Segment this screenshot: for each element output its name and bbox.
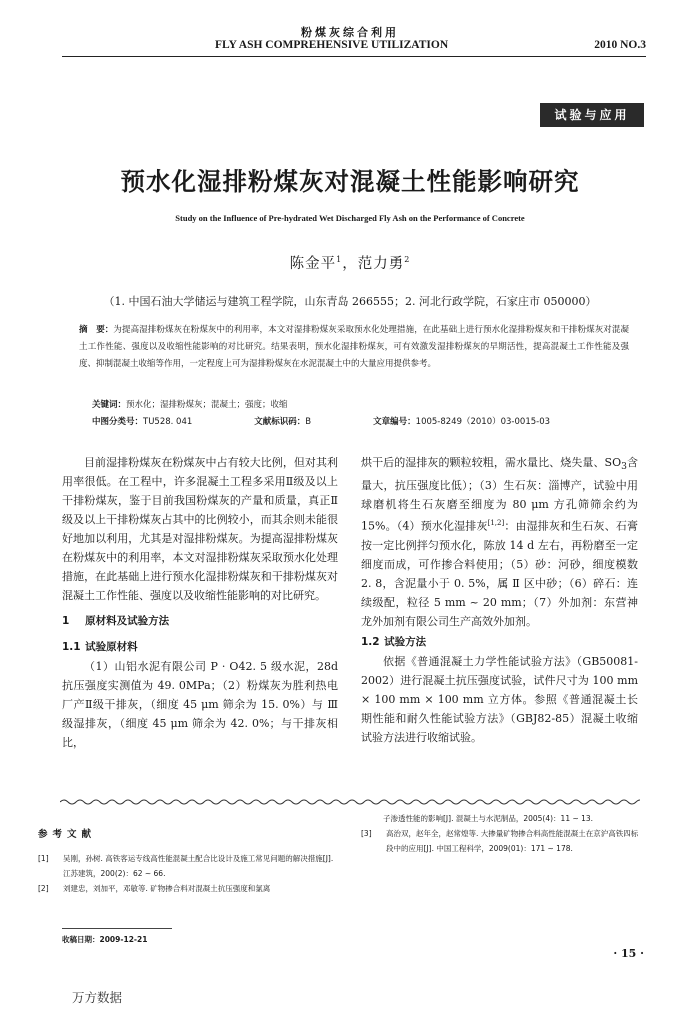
keywords (92, 398, 288, 410)
reference-item (38, 881, 338, 896)
keywords-label: 关键词： (92, 400, 127, 410)
doc-code-label: 文献标识码： (254, 417, 306, 427)
watermark: 万方数据 (72, 990, 123, 1005)
author-1: 陈金平 (289, 256, 337, 272)
classification-line (92, 415, 550, 427)
received-date: 收稿日期：2009-12-21 (62, 935, 148, 944)
author-separator: ， (342, 256, 358, 272)
section-1-number: 1 (62, 615, 70, 627)
clc-label: 中图分类号： (92, 417, 144, 427)
journal-name-cn: 粉煤灰综合利用 (301, 26, 399, 39)
reference-continued: 子渗透性能的影响[J]. 混凝土与水泥制品，2005(4)：11 ~ 13. (383, 814, 594, 823)
reference-key: [1] (38, 854, 49, 863)
citation-mark: [1,2] (487, 519, 505, 528)
body-column-right (361, 453, 638, 747)
reference-text: 吴刚，孙树. 高铁客运专线高性能混凝土配合比设计及施工常见问题的解决措施[J]. 江苏建筑，200(2)：62 ~ 66. (63, 854, 334, 878)
abstract-label: 摘 要： (79, 325, 114, 335)
section-heading-1-1 (62, 638, 338, 657)
materials-text-b: 含量大，抗压强度比低）；（3）生石灰：淄博产，试验中用球磨机将生石灰磨至细度为 80 μm 方孔筛筛余约为 15%。（4）预水化湿排灰 (361, 456, 638, 533)
materials-text-a: 烘干后的湿排灰的颗粒较粗，需水量比、烧失量、SO (361, 456, 622, 469)
abstract (79, 322, 629, 373)
method-paragraph: 依据《普通混凝土力学性能试验方法》（GB50081-2002）进行混凝土抗压强度试验，试件尺寸为 100 mm × 100 mm × 100 mm 立方体。参照《普通混凝土长期性能和耐久性能试验方法》（GBJ82-85）混凝土收缩试验方法进行收缩试验。 (361, 654, 638, 744)
journal-name-en: FLY ASH COMPREHENSIVE UTILIZATION (215, 39, 449, 51)
paper-title-en: Study on the Influence of Pre-hydrated Wet Discharged Fly Ash on the Performance of Concrete (175, 213, 525, 223)
section-1-1-number: 1.1 (62, 641, 81, 653)
author-2: 范力勇 (357, 256, 405, 272)
materials-text-c: ：由湿排灰和生石灰、石膏按一定比例拌匀预水化，陈放 14 d 左右，再粉磨至一定细度而成，可作掺合料使用；（5）砂：河砂，细度模数 2. 8，含泥量小于 0. 5%，属 Ⅱ 区中砂；（6）碎石：连续级配，粒径 5 mm ~ 20 mm；（7）外加剂：东营神龙外加剂有限公司生产高效外加剂。 (361, 519, 638, 628)
clc-value: TU528. 041 (143, 417, 193, 427)
section-badge: 试验与应用 (540, 103, 644, 127)
body-column-left (62, 453, 338, 752)
wavy-divider (60, 797, 640, 807)
reference-key: [2] (38, 884, 49, 893)
doc-code-value: B (305, 417, 312, 427)
page-number: · 15 · (613, 947, 644, 960)
so3-subscript: 3 (621, 461, 627, 473)
keywords-text: 预水化；湿排粉煤灰；混凝土；强度；收缩 (126, 400, 288, 410)
section-1-title: 原材料及试验方法 (85, 615, 170, 627)
materials-continued (361, 453, 638, 631)
section-1-2-title: 试验方法 (384, 635, 427, 648)
reference-key: [3] (361, 829, 372, 838)
references-title: 参考文献 (38, 829, 97, 840)
article-number-label: 文章编号： (373, 417, 416, 427)
section-1-2-number: 1.2 (361, 635, 380, 648)
references-right (361, 811, 641, 856)
intro-paragraph: 目前湿排粉煤灰在粉煤灰中占有较大比例，但对其利用率很低。在工程中，许多混凝土工程多采用Ⅱ级及以上干排粉煤灰，鉴于目前我国粉煤灰的产量和质量，真正Ⅱ级及以上干排粉煤灰占其中的比例较小，而其余则未能很好地加以利用，尤其是对湿排粉煤灰。为提高湿排粉煤灰在粉煤灰中的利用率，本文对湿排粉煤灰采取预水化处理措施，在此基础上进行预水化湿排粉煤灰和干排粉煤灰对混凝土工作性能、强度以及收缩性能影响的对比研究。 (62, 456, 338, 602)
section-heading-1-2 (361, 633, 638, 652)
received-rule (62, 928, 172, 929)
section-1-1-title: 试验原材料 (85, 641, 138, 653)
author-2-mark: 2 (404, 255, 411, 265)
header-rule (62, 56, 646, 57)
reference-text: 高治双，赵年全，赵常煌等. 大掺量矿物掺合料高性能混凝土在京沪高铁四标段中的应用[J]. 中国工程科学，2009(01)：171 ~ 178. (386, 829, 639, 853)
article-number-value: 1005-8249（2010）03-0015-03 (415, 417, 551, 427)
section-heading-1 (62, 612, 338, 631)
reference-text: 刘建忠，刘加平，邓敏等. 矿物掺合料对混凝土抗压强度和氯离 (63, 884, 271, 893)
authors (0, 252, 700, 273)
abstract-text: 为提高湿排粉煤灰在粉煤灰中的利用率，本文对湿排粉煤灰采取预水化处理措施，在此基础上进行预水化湿排粉煤灰和干排粉煤灰对混凝土工作性能、强度以及收缩性能影响的对比研究。结果表明，预水化湿排粉煤灰，可有效激发湿排粉煤灰的早期活性，提高混凝土工作性能及强度、抑制混凝土收缩等作用，一定程度上可为湿排粉煤灰在水泥混凝土中的大量应用提供参考。 (79, 325, 629, 369)
author-1-mark: 1 (336, 255, 343, 265)
issue-number: 2010 NO.3 (594, 39, 646, 51)
reference-item (361, 826, 641, 856)
materials-paragraph: （1）山铝水泥有限公司 P · O42. 5 级水泥，28d 抗压强度实测值为 49. 0MPa；（2）粉煤灰为胜利热电厂产Ⅱ级干排灰，（细度 45 μm 筛余为 15. 0%）与 Ⅲ 级湿排灰，（细度 45 μm 筛余为 42. 0%；与干排灰相比， (62, 660, 338, 749)
affiliation: （1. 中国石油大学储运与建筑工程学院，山东青岛 266555；2. 河北行政学院，石家庄市 050000） (103, 295, 597, 308)
paper-title: 预水化湿排粉煤灰对混凝土性能影响研究 (120, 167, 580, 196)
references-left (38, 851, 338, 896)
reference-item (38, 851, 338, 881)
